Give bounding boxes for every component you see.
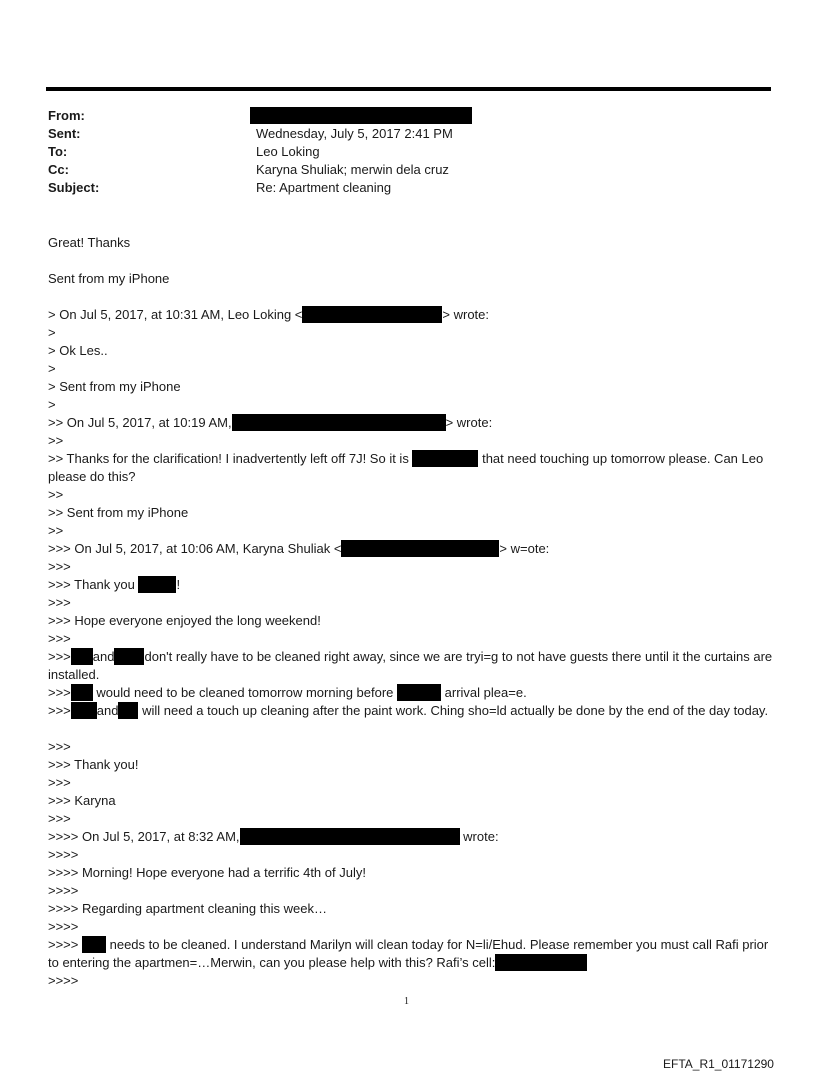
body-line: >>>	[48, 775, 71, 790]
redacted-from-address	[250, 107, 472, 124]
cc-value: Karyna Shuliak; merwin dela cruz	[256, 162, 449, 177]
body-line: >>>	[48, 595, 71, 610]
body-line: >>>	[48, 631, 71, 646]
document-id: EFTA_R1_01171290	[663, 1057, 774, 1071]
body-line: >>	[48, 523, 64, 538]
body-line: >>>	[48, 559, 71, 574]
redacted-unit	[114, 648, 144, 665]
body-line	[48, 576, 180, 594]
redacted-unit	[71, 648, 93, 665]
cc-label: Cc:	[48, 162, 69, 177]
body-line: >>>>	[48, 883, 79, 898]
header-rule	[46, 87, 771, 91]
body-line	[48, 684, 527, 702]
body-text: > w=ote:	[499, 541, 550, 556]
body-line: >>>	[48, 739, 71, 754]
body-line: Sent from my iPhone	[48, 271, 170, 286]
body-text: > wrote:	[442, 307, 490, 322]
body-text: don't really have to be cleaned right away, since we are tryi=g to not have guests there until it the curtains are installed.	[48, 649, 773, 682]
body-line: >>>	[48, 811, 71, 826]
body-line	[48, 450, 773, 486]
redacted-unit	[82, 936, 106, 953]
body-line: > Sent from my iPhone	[48, 379, 181, 394]
body-text: >>>	[48, 703, 71, 718]
body-line: >	[48, 397, 56, 412]
body-line: >>	[48, 487, 64, 502]
body-line: >>>>	[48, 847, 79, 862]
redacted-name	[397, 684, 441, 701]
body-text: >>>> On Jul 5, 2017, at 8:32 AM,	[48, 829, 240, 844]
body-line: >	[48, 325, 56, 340]
body-line	[48, 936, 773, 972]
body-line	[48, 702, 773, 720]
redacted-sender	[232, 414, 446, 431]
body-line: >>> Hope everyone enjoyed the long weekend!	[48, 613, 321, 628]
body-line	[48, 540, 549, 558]
body-line: Great! Thanks	[48, 235, 131, 250]
to-label: To:	[48, 144, 68, 159]
body-line	[48, 648, 773, 684]
redacted-sender	[240, 828, 460, 845]
redacted-unit	[71, 702, 97, 719]
subject-label: Subject:	[48, 180, 100, 195]
body-line: >	[48, 361, 56, 376]
body-text: and	[92, 649, 115, 664]
body-text: >> On Jul 5, 2017, at 10:19 AM,	[48, 415, 232, 430]
body-line: > Ok Les..	[48, 343, 108, 358]
redacted-unit	[118, 702, 138, 719]
body-text: that need touching up tomorrow please. Can Leo please do this?	[48, 451, 764, 484]
body-text: arrival plea=e.	[444, 685, 527, 700]
subject-value: Re: Apartment cleaning	[256, 180, 392, 195]
body-text: !	[176, 577, 181, 592]
body-text: >>>>	[48, 937, 79, 952]
redacted-email	[302, 306, 442, 323]
redacted-email	[341, 540, 499, 557]
body-line	[48, 414, 492, 432]
body-line	[48, 828, 499, 846]
body-line: >>	[48, 433, 64, 448]
body-text: >>> On Jul 5, 2017, at 10:06 AM, Karyna Shuliak <	[48, 541, 342, 556]
body-line: >>>>	[48, 919, 79, 934]
body-text: > On Jul 5, 2017, at 10:31 AM, Leo Loking <	[48, 307, 303, 322]
sent-value: Wednesday, July 5, 2017 2:41 PM	[256, 126, 453, 141]
redacted-unit	[71, 684, 93, 701]
body-text: needs to be cleaned. I understand Marilyn will clean today for N=li/Ehud. Please remember you must call Rafi prior to entering the apartmen=…Merwin, can you please help with this? Rafi’s cell:	[48, 937, 769, 970]
body-text: >>>	[48, 685, 71, 700]
body-text: will need a touch up cleaning after the paint work. Ching sho=ld actually be done by the end of the day today.	[138, 703, 769, 718]
body-line: >> Sent from my iPhone	[48, 505, 189, 520]
body-text: > wrote:	[445, 415, 493, 430]
body-line	[48, 306, 489, 324]
redacted-name	[138, 576, 176, 593]
from-label: From:	[48, 108, 85, 123]
body-line: >>> Karyna	[48, 793, 116, 808]
sent-label: Sent:	[48, 126, 81, 141]
body-text: >>>	[48, 649, 71, 664]
to-value: Leo Loking	[256, 144, 320, 159]
body-text: wrote:	[463, 829, 499, 844]
body-text: and	[96, 703, 119, 718]
redacted-phone	[495, 954, 587, 971]
body-text: >>> Thank you	[48, 577, 135, 592]
body-text: >> Thanks for the clarification! I inadvertently left off 7J! So it is	[48, 451, 409, 466]
body-line: >>>>	[48, 973, 79, 988]
redacted-unit	[412, 450, 478, 467]
body-text: would need to be cleaned tomorrow morning before	[92, 685, 394, 700]
body-line: >>>> Morning! Hope everyone had a terrific 4th of July!	[48, 865, 366, 880]
body-line: >>> Thank you!	[48, 757, 139, 772]
body-line: >>>> Regarding apartment cleaning this week…	[48, 901, 327, 916]
page-number: 1	[404, 996, 409, 1007]
